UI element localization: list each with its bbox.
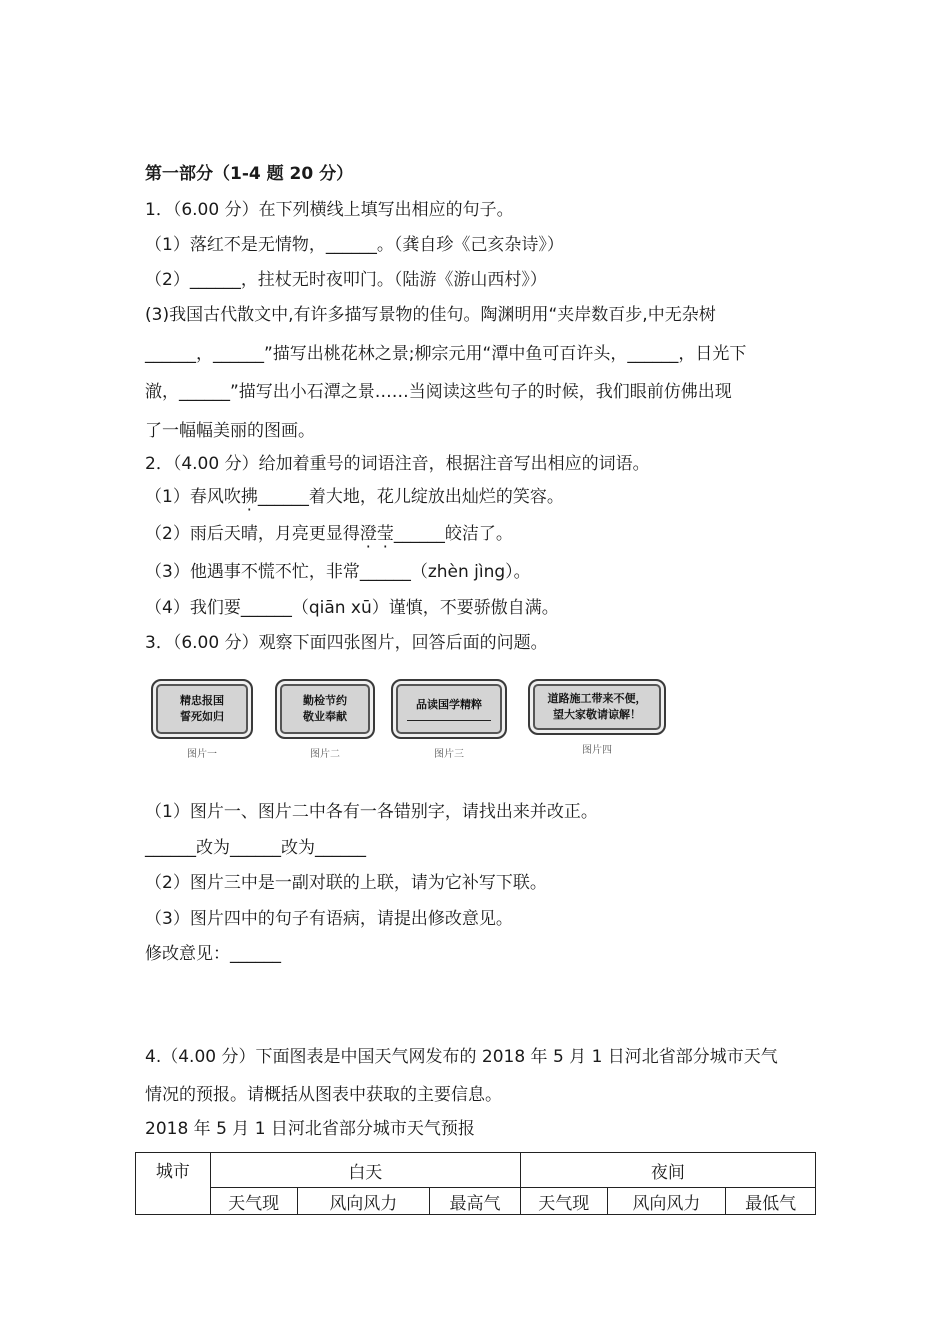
weather-table xyxy=(135,1152,816,1215)
subheader-cell: 天气现 xyxy=(520,1188,607,1215)
q2-s1-pre: （1）春风吹 xyxy=(145,487,241,507)
q1-sentence-3-line-4: 了一幅幅美丽的图画。 xyxy=(145,421,315,441)
sign-text: 精忠报国 xyxy=(180,694,224,707)
picture-1 xyxy=(151,679,253,760)
subheader-cell: 风向风力 xyxy=(297,1188,430,1215)
q3-sentence-1: （1）图片一、图片二中各有一各错别字，请找出来并改正。 xyxy=(145,802,598,822)
q3-answer-1: ______改为______改为______ xyxy=(145,838,366,858)
q4-stem-line-1: 4.（4.00 分）下面图表是中国天气网发布的 2018 年 5 月 1 日河北省部分城市天气 xyxy=(145,1047,778,1067)
picture-2 xyxy=(275,679,375,760)
subheader-cell: 最低气 xyxy=(726,1188,816,1215)
sign-board xyxy=(275,679,375,739)
q1-sentence-3-line-2: ______，______”描写出桃花林之景;柳宗元用“潭中鱼可百许头，______，日光下 xyxy=(145,344,747,364)
subheader-cell: 最高气 xyxy=(430,1188,521,1215)
sign-text: 品读国学精粹 xyxy=(416,698,482,711)
q2-sentence-3: （3）他遇事不慌不忙，非常______（zhèn jìng）。 xyxy=(145,562,531,582)
picture-3 xyxy=(391,679,507,760)
q2-s2-post: ______皎洁了。 xyxy=(393,524,513,544)
q3-answer-3: 修改意见：______ xyxy=(145,944,281,964)
sign-text: 誓死如归 xyxy=(180,710,224,723)
header-city: 城市 xyxy=(136,1153,211,1215)
section-title: 第一部分（1-4 题 20 分） xyxy=(145,164,354,184)
q2-s1-post: ______着大地，花儿绽放出灿烂的笑容。 xyxy=(257,487,564,507)
q1-stem: 1．（6.00 分）在下列横线上填写出相应的句子。 xyxy=(145,200,514,220)
emphasis-char: 莹 xyxy=(376,524,394,544)
q4-stem-line-2: 情况的预报。请概括从图表中获取的主要信息。 xyxy=(145,1085,502,1105)
table-title: 2018 年 5 月 1 日河北省部分城市天气预报 xyxy=(145,1119,475,1139)
picture-caption: 图片四 xyxy=(582,745,612,756)
q2-s2-pre: （2）雨后天晴，月亮更显得 xyxy=(145,524,360,544)
sign-board xyxy=(151,679,253,739)
q2-sentence-4: （4）我们要______（qiān xū）谨慎，不要骄傲自满。 xyxy=(145,598,559,618)
q1-sentence-3-line-3: 澈，______”描写出小石潭之景……当阅读这些句子的时候，我们眼前仿佛出现 xyxy=(145,382,732,402)
q3-sentence-3: （3）图片四中的句子有语病，请提出修改意见。 xyxy=(145,909,513,929)
sign-board xyxy=(528,679,666,735)
q1-sentence-3-line-1: (3)我国古代散文中,有许多描写景物的佳句。陶渊明用“夹岸数百步,中无杂树 xyxy=(145,305,716,325)
q2-sentence-2 xyxy=(145,523,513,545)
q3-stem: 3．（6.00 分）观察下面四张图片，回答后面的问题。 xyxy=(145,633,548,653)
q2-stem: 2．（4.00 分）给加着重号的词语注音，根据注音写出相应的词语。 xyxy=(145,454,650,474)
sign-pictures xyxy=(145,665,665,765)
subheader-cell: 天气现 xyxy=(210,1188,297,1215)
picture-4 xyxy=(528,679,666,756)
emphasis-char: 澄 xyxy=(359,524,377,544)
blank-line xyxy=(407,719,491,721)
header-night: 夜间 xyxy=(520,1153,815,1188)
emphasis-char: 拂 xyxy=(240,487,258,507)
q2-sentence-1 xyxy=(145,486,564,508)
q3-sentence-2: （2）图片三中是一副对联的上联，请为它补写下联。 xyxy=(145,873,547,893)
picture-caption: 图片一 xyxy=(187,749,217,760)
subheader-cell: 风向风力 xyxy=(607,1188,726,1215)
sign-text: 敬业奉献 xyxy=(303,710,347,723)
header-day: 白天 xyxy=(210,1153,520,1188)
sign-text: 道路施工带来不便， xyxy=(547,692,647,705)
q1-sentence-2: （2）______，拄杖无时夜叩门。（陆游《游山西村》） xyxy=(145,270,547,290)
sign-text: 勤检节约 xyxy=(303,694,347,707)
sign-text: 望大家敬请谅解！ xyxy=(553,708,641,721)
q1-sentence-1: （1）落红不是无情物，______。（龚自珍《己亥杂诗》） xyxy=(145,235,564,255)
picture-caption: 图片三 xyxy=(434,749,464,760)
picture-caption: 图片二 xyxy=(310,749,340,760)
sign-board xyxy=(391,679,507,739)
